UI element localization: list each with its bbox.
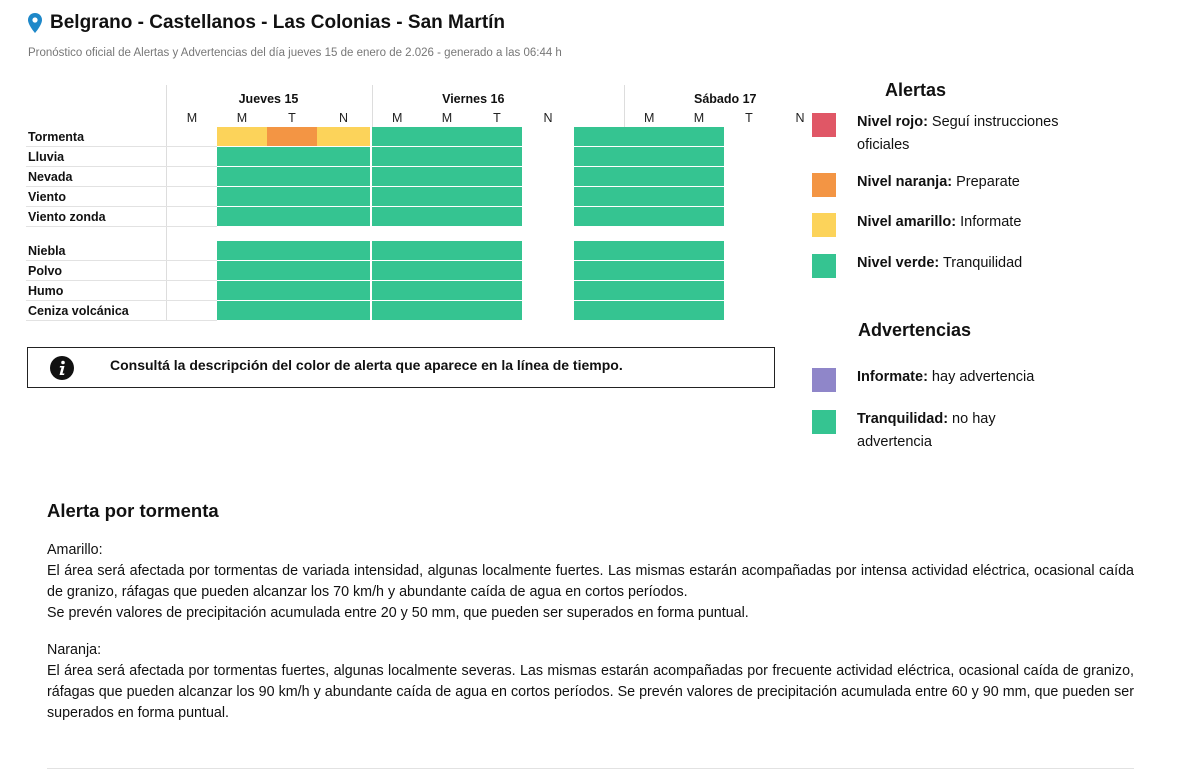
- alert-level-cell: [422, 281, 472, 301]
- timeline-row: [26, 281, 826, 301]
- page-header: [28, 12, 505, 34]
- empty-cell: [167, 127, 218, 147]
- alert-level-cell: [422, 207, 472, 227]
- empty-cell: [167, 147, 218, 167]
- timeline-row: [26, 187, 826, 207]
- yellow-swatch: [812, 213, 836, 237]
- amarillo-text: El área será afectada por tormentas de variada intensidad, algunas localmente fuertes. Las mismas estarán acompañadas por intensa actividad eléctrica, ocasional caída de granizo, ráfagas que pueden alcanzar los 70 km/h y abundante caída de agua en cortos períodos.: [47, 563, 1134, 600]
- legend-item-green: Nivel verde: Tranquilidad: [812, 254, 1077, 278]
- alert-level-cell: [317, 147, 370, 167]
- legend-item-orange: Nivel naranja: Preparate: [812, 173, 1077, 197]
- page-title: Belgrano - Castellanos - Las Colonias - San Martín: [50, 12, 506, 33]
- alert-level-cell: [624, 241, 674, 261]
- alert-level-cell: [422, 301, 472, 321]
- period-label: M: [441, 110, 453, 125]
- alert-level-cell: [624, 187, 674, 207]
- timeline-row: [26, 261, 826, 281]
- alert-level-cell: [422, 127, 472, 147]
- description-title: Alerta por tormenta: [47, 500, 219, 521]
- row-label: Tormenta: [26, 127, 167, 147]
- alert-level-cell: [317, 261, 370, 281]
- empty-cell: [167, 301, 218, 321]
- legend-label: Informate:: [857, 369, 928, 385]
- alert-level-cell: [372, 187, 422, 207]
- alert-level-cell: [674, 167, 724, 187]
- alert-level-cell: [422, 187, 472, 207]
- row-label: Viento: [26, 187, 167, 207]
- alert-level-cell: [372, 167, 422, 187]
- alert-level-cell: [674, 147, 724, 167]
- alert-level-cell: [472, 241, 522, 261]
- legend-item-yellow: Nivel amarillo: Informate: [812, 213, 1077, 237]
- alert-level-cell: [317, 301, 370, 321]
- naranja-text: El área será afectada por tormentas fuertes, algunas localmente severas. Las mismas estarán acompañadas por frecuente actividad eléctrica, ocasional caída de granizo, ráfagas que pueden alcanzar los 90 km/h y abundante caída de agua en cortos períodos. Se prevén valores de precipitación acumulada entre 60 y 90 mm, que pueden ser superados en forma puntual.: [47, 663, 1134, 721]
- info-box: [27, 347, 775, 388]
- amarillo-label: Amarillo:: [47, 542, 103, 558]
- green-swatch: [812, 254, 836, 278]
- alert-level-cell: [624, 147, 674, 167]
- alert-level-cell: [574, 147, 624, 167]
- day-header: Jueves 15: [167, 85, 371, 108]
- empty-cell: [167, 241, 218, 261]
- timeline-row: [26, 207, 826, 227]
- legend-label: Nivel rojo:: [857, 114, 928, 130]
- alert-level-cell: [217, 301, 267, 321]
- alert-level-cell: [372, 281, 422, 301]
- day-header: Sábado 17: [624, 85, 826, 108]
- alert-level-cell: [267, 241, 317, 261]
- alert-level-cell: [574, 187, 624, 207]
- alert-level-cell: [372, 207, 422, 227]
- divider: [47, 768, 1134, 769]
- alert-level-cell: [267, 207, 317, 227]
- alert-level-cell: [267, 147, 317, 167]
- naranja-label: Naranja:: [47, 642, 102, 658]
- info-text: Consultá la descripción del color de alerta que aparece en la línea de tiempo.: [110, 356, 623, 373]
- legend-label: Nivel naranja:: [857, 174, 953, 190]
- page-subtitle: Pronóstico oficial de Alertas y Advertencias del día jueves 15 de enero de 2.026 - generado a las 06:44 h: [28, 47, 562, 59]
- amarillo-text-2: Se prevén valores de precipitación acumulada entre 20 y 50 mm, que pueden ser superados en forma puntual.: [47, 605, 749, 621]
- row-label: Nevada: [26, 167, 167, 187]
- alert-level-cell: [267, 167, 317, 187]
- alert-level-cell: [472, 127, 522, 147]
- legend-item-violet: Informate: hay advertencia: [812, 368, 1077, 392]
- period-label: M: [372, 108, 422, 127]
- info-icon: [50, 356, 74, 380]
- alert-level-cell: [422, 167, 472, 187]
- alert-level-cell: [217, 241, 267, 261]
- alert-level-cell: [624, 167, 674, 187]
- timeline-row: [26, 241, 826, 261]
- alert-level-cell: [217, 127, 267, 147]
- alert-level-cell: [574, 261, 624, 281]
- legend-item-red: Nivel rojo: Seguí instrucciones oficiales: [812, 113, 1077, 157]
- period-label: T: [288, 110, 296, 125]
- legend-item-green-warning: Tranquilidad: no hay advertencia: [812, 410, 1037, 454]
- alert-level-cell: [372, 261, 422, 281]
- alert-level-cell: [674, 281, 724, 301]
- empty-cell: [167, 207, 218, 227]
- alert-level-cell: [674, 241, 724, 261]
- alerts-legend-title: Alertas: [885, 80, 947, 100]
- alert-level-cell: [317, 281, 370, 301]
- alert-description: [47, 500, 1134, 740]
- alert-level-cell: [317, 167, 370, 187]
- alert-level-cell: [217, 207, 267, 227]
- alert-level-cell: [472, 301, 522, 321]
- alert-level-cell: [317, 187, 370, 207]
- alert-level-cell: [372, 241, 422, 261]
- legend-label: Tranquilidad:: [857, 411, 949, 427]
- row-label: Niebla: [26, 241, 167, 261]
- alert-level-cell: [574, 127, 624, 147]
- row-label: Viento zonda: [26, 207, 167, 227]
- empty-cell: [167, 167, 218, 187]
- alert-level-cell: [674, 301, 724, 321]
- alert-level-cell: [217, 147, 267, 167]
- alert-level-cell: [574, 207, 624, 227]
- alert-level-cell: [472, 261, 522, 281]
- alert-level-cell: [217, 261, 267, 281]
- alert-level-cell: [624, 207, 674, 227]
- alert-level-cell: [217, 281, 267, 301]
- location-pin-icon: [28, 13, 42, 33]
- alert-level-cell: [472, 207, 522, 227]
- alert-level-cell: [217, 187, 267, 207]
- red-swatch: [812, 113, 836, 137]
- alert-level-cell: [674, 187, 724, 207]
- alert-level-cell: [624, 281, 674, 301]
- period-label: T: [493, 110, 501, 125]
- alert-level-cell: [372, 127, 422, 147]
- alert-timeline: [26, 85, 826, 321]
- legend-label: Nivel verde:: [857, 255, 940, 271]
- alert-level-cell: [422, 241, 472, 261]
- timeline-row: [26, 167, 826, 187]
- violet-swatch: [812, 368, 836, 392]
- alert-level-cell: [472, 147, 522, 167]
- alert-level-cell: [472, 281, 522, 301]
- alert-level-cell: [267, 261, 317, 281]
- warnings-legend-title: Advertencias: [858, 320, 972, 340]
- alert-level-cell: [674, 127, 724, 147]
- legend-label: Nivel amarillo:: [857, 214, 957, 230]
- alert-level-cell: [372, 301, 422, 321]
- green-swatch: [812, 410, 836, 434]
- alert-level-cell: [574, 301, 624, 321]
- alert-level-cell: [317, 127, 370, 147]
- alert-level-cell: [624, 301, 674, 321]
- alert-level-cell: [422, 261, 472, 281]
- timeline-row: [26, 147, 826, 167]
- empty-cell: [167, 187, 218, 207]
- alert-level-cell: [372, 147, 422, 167]
- alert-level-cell: [317, 241, 370, 261]
- alert-level-cell: [574, 167, 624, 187]
- alert-level-cell: [317, 207, 370, 227]
- alert-level-cell: [217, 167, 267, 187]
- alert-level-cell: [472, 167, 522, 187]
- alert-level-cell: [624, 261, 674, 281]
- row-label: Humo: [26, 281, 167, 301]
- alert-level-cell: [674, 261, 724, 281]
- row-label: Lluvia: [26, 147, 167, 167]
- period-label: M: [167, 108, 218, 127]
- timeline-row: [26, 127, 826, 147]
- alert-level-cell: [574, 241, 624, 261]
- period-label: N: [543, 110, 553, 125]
- alert-level-cell: [674, 207, 724, 227]
- row-label: Polvo: [26, 261, 167, 281]
- period-label: N: [338, 110, 349, 125]
- alert-level-cell: [624, 127, 674, 147]
- row-label: Ceniza volcánica: [26, 301, 167, 321]
- period-label: M: [693, 110, 705, 125]
- alert-level-cell: [267, 301, 317, 321]
- period-label: T: [745, 110, 753, 125]
- alert-level-cell: [267, 281, 317, 301]
- timeline-row: [26, 301, 826, 321]
- alert-level-cell: [267, 127, 317, 147]
- alert-level-cell: [472, 187, 522, 207]
- orange-swatch: [812, 173, 836, 197]
- alert-level-cell: [267, 187, 317, 207]
- alert-level-cell: [574, 281, 624, 301]
- day-header: Viernes 16: [372, 85, 574, 108]
- period-label: M: [236, 110, 248, 125]
- period-label: M: [624, 108, 674, 127]
- empty-cell: [167, 281, 218, 301]
- period-label: N: [795, 110, 805, 125]
- alert-level-cell: [422, 147, 472, 167]
- empty-cell: [167, 261, 218, 281]
